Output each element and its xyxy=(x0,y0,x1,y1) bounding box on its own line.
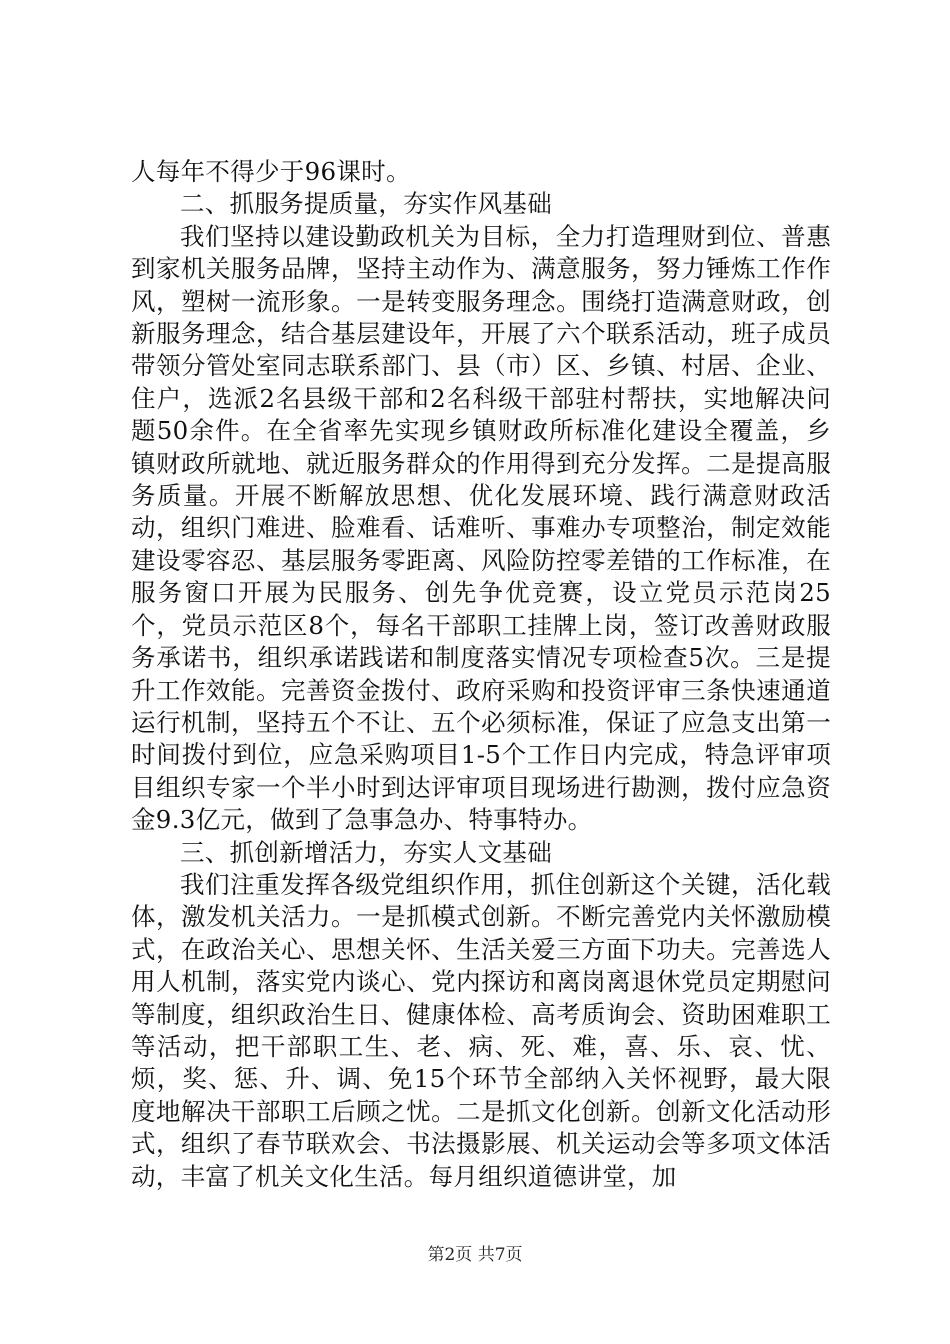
paragraph-section-3: 我们注重发挥各级党组织作用，抓住创新这个关键，活化载体，激发机关活力。一是抓模式创新。不断完善党内关怀激励模式，在政治关心、思想关怀、生活关爱三方面下功夫。完善选人用人机制，落实党内谈心、党内探访和离岗离退休党员定期慰问等制度，组织政治生日、健康体检、高考质询会、资助困难职工等活动，把干部职工生、老、病、死、难，喜、乐、哀、忧、烦，奖、惩、升、调、免15个环节全部纳入关怀视野，最大限度地解决干部职工后顾之忧。二是抓文化创新。创新文化活动形式，组织了春节联欢会、书法摄影展、机关运动会等多项文体活动，丰富了机关文化生活。每月组织道德讲堂，加 xyxy=(131,869,831,1191)
page-number: 第2页 共7页 xyxy=(427,1245,523,1265)
document-body xyxy=(131,156,831,1193)
paragraph-section-2: 我们坚持以建设勤政机关为目标，全力打造理财到位、普惠到家机关服务品牌，坚持主动作为、满意服务，努力锤炼工作作风，塑树一流形象。一是转变服务理念。围绕打造满意财政，创新服务理念，结合基层建设年，开展了六个联系活动，班子成员带领分管处室同志联系部门、县（市）区、乡镇、村居、企业、住户，选派2名县级干部和2名科级干部驻村帮扶，实地解决问题50余件。在全省率先实现乡镇财政所标准化建设全覆盖，乡镇财政所就地、就近服务群众的作用得到充分发挥。二是提高服务质量。开展不断解放思想、优化发展环境、践行满意财政活动，组织门难进、脸难看、话难听、事难办专项整治，制定效能建设零容忍、基层服务零距离、风险防控零差错的工作标准，在服务窗口开展为民服务、创先争优竞赛，设立党员示范岗25个，党员示范区8个，每名干部职工挂牌上岗，签订改善财政服务承诺书，组织承诺践诺和制度落实情况专项检查5次。三是提升工作效能。完善资金拨付、政府采购和投资评审三条快速通道运行机制，坚持五个不让、五个必须标准，保证了应急支出第一时间拨付到位，应急采购项目1-5个工作日内完成，特急评审项目组织专家一个半小时到达评审项目现场进行勘测，拨付应急资金9.3亿元，做到了急事急办、特事特办。 xyxy=(131,221,831,835)
section-heading-2: 二、抓服务提质量，夯实作风基础 xyxy=(180,189,552,219)
section-heading-3: 三、抓创新增活力，夯实人文基础 xyxy=(180,837,552,867)
paragraph-continuation: 人每年不得少于96课时。 xyxy=(131,157,411,186)
page-footer xyxy=(0,1244,950,1266)
